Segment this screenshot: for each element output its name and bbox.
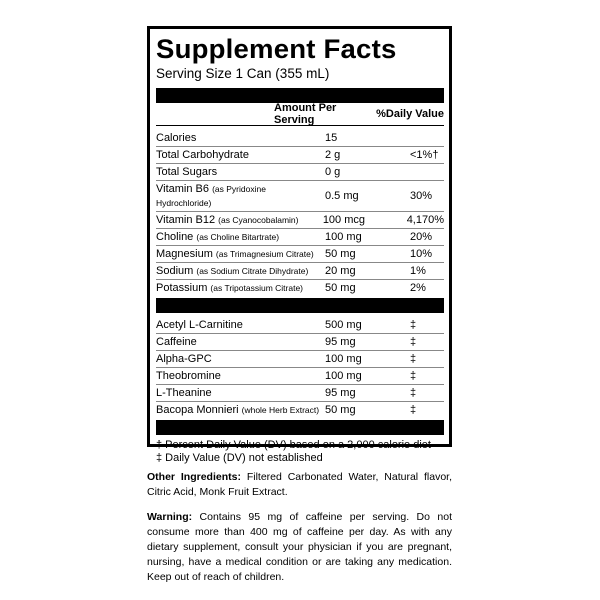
ingredient-label: Total Sugars xyxy=(156,166,218,178)
daily-value: ‡ xyxy=(410,319,417,331)
footnote-double-dagger: ‡ Daily Value (DV) not established xyxy=(156,452,323,464)
ingredient-source: (whole Herb Extract) xyxy=(241,405,320,415)
ingredient-name xyxy=(156,368,321,384)
ingredient-label: Calories xyxy=(156,132,197,144)
nutrient-row xyxy=(156,130,444,147)
amount-per-serving: 2 g xyxy=(325,149,341,161)
other-ingredient-row xyxy=(156,402,444,418)
header-amount: Amount Per Serving xyxy=(274,102,337,126)
other-ingredient-row xyxy=(156,317,444,334)
ingredient-label: Sodium xyxy=(156,265,194,277)
amount-per-serving: 500 mg xyxy=(325,319,362,331)
ingredient-label: Total Carbohydrate xyxy=(156,149,249,161)
nutrient-row xyxy=(156,229,444,246)
amount-per-serving: 95 mg xyxy=(325,387,356,399)
panel-title: Supplement Facts xyxy=(156,34,397,64)
ingredient-name xyxy=(156,351,321,367)
nutrient-row xyxy=(156,246,444,263)
warning-text: Contains 95 mg of caffeine per serving. Do not consume more than 400 mg of caffeine per day. As with any dietary supplement, consult your physician if you are pregnant, nursing, have a medical condition or are taking any medication. Keep out of reach of children. xyxy=(147,511,452,583)
ingredient-label: Magnesium xyxy=(156,248,213,260)
ingredient-name xyxy=(156,147,321,163)
other-ingredients-text: Filtered Carbonated Water, Natural flavor, Citric Acid, Monk Fruit Extract. xyxy=(147,471,452,498)
ingredient-name xyxy=(156,212,319,228)
amount-per-serving: 100 mg xyxy=(325,370,362,382)
ingredient-source: (as Pyridoxine Hydrochloride) xyxy=(156,184,266,208)
daily-value: ‡ xyxy=(410,404,417,416)
nutrient-table xyxy=(156,130,444,296)
ingredient-label: Theobromine xyxy=(156,370,221,382)
amount-per-serving: 50 mg xyxy=(325,404,356,416)
daily-value: ‡ xyxy=(410,336,417,348)
ingredient-name xyxy=(156,246,321,262)
daily-value: 30% xyxy=(410,190,433,202)
amount-per-serving: 0 g xyxy=(325,166,341,178)
header-daily-value: %Daily Value xyxy=(376,108,444,120)
other-ingredient-row xyxy=(156,385,444,402)
ingredient-name xyxy=(156,263,321,279)
amount-per-serving: 0.5 mg xyxy=(325,190,359,202)
amount-per-serving: 100 mg xyxy=(325,353,362,365)
other-ingredients-table xyxy=(156,317,444,418)
label-text-below xyxy=(147,470,452,595)
daily-value: ‡ xyxy=(410,387,417,399)
ingredient-name xyxy=(156,280,321,296)
daily-value: ‡ xyxy=(410,370,417,382)
amount-per-serving: 15 xyxy=(325,132,338,144)
amount-per-serving: 50 mg xyxy=(325,282,356,294)
other-ingredient-row xyxy=(156,334,444,351)
nutrient-row xyxy=(156,280,444,296)
nutrient-row xyxy=(156,181,444,212)
amount-per-serving: 20 mg xyxy=(325,265,356,277)
daily-value: 2% xyxy=(410,282,426,294)
daily-value: 20% xyxy=(410,231,433,243)
ingredient-source: (as Trimagnesium Citrate) xyxy=(215,249,314,259)
ingredient-name xyxy=(156,229,321,245)
other-ingredient-row xyxy=(156,351,444,368)
ingredient-source: (as Choline Bitartrate) xyxy=(196,232,280,242)
ingredient-name xyxy=(156,317,321,333)
amount-per-serving: 95 mg xyxy=(325,336,356,348)
other-ingredients-paragraph xyxy=(147,470,452,500)
warning-label: Warning: xyxy=(147,511,193,523)
ingredient-source: (as Tripotassium Citrate) xyxy=(210,283,304,293)
ingredient-name xyxy=(156,164,321,180)
warning-paragraph xyxy=(147,510,452,585)
amount-per-serving: 100 mg xyxy=(325,231,362,243)
ingredient-label: Alpha-GPC xyxy=(156,353,212,365)
ingredient-label: Acetyl L-Carnitine xyxy=(156,319,243,331)
nutrient-row xyxy=(156,147,444,164)
column-header xyxy=(156,103,444,126)
ingredient-name xyxy=(156,402,321,418)
ingredient-source: (as Cyanocobalamin) xyxy=(218,215,299,225)
footnote-dagger: † Percent Daily Value (DV) based on a 2,000 calorie diet xyxy=(156,439,431,451)
ingredient-name xyxy=(156,385,321,401)
ingredient-label: Choline xyxy=(156,231,194,243)
supplement-facts-panel xyxy=(147,26,452,464)
nutrient-row xyxy=(156,164,444,181)
footnotes xyxy=(156,439,444,465)
daily-value: 4,170% xyxy=(406,214,444,226)
daily-value: 1% xyxy=(410,265,426,277)
amount-per-serving: 50 mg xyxy=(325,248,356,260)
ingredient-name xyxy=(156,334,321,350)
thick-divider xyxy=(156,88,444,103)
ingredient-label: Caffeine xyxy=(156,336,197,348)
nutrient-row xyxy=(156,263,444,280)
daily-value: 10% xyxy=(410,248,433,260)
thick-divider xyxy=(156,298,444,313)
ingredient-name xyxy=(156,130,321,146)
ingredient-label: L-Theanine xyxy=(156,387,212,399)
other-ingredient-row xyxy=(156,368,444,385)
ingredient-name xyxy=(156,181,321,211)
nutrient-row xyxy=(156,212,444,229)
amount-per-serving: 100 mcg xyxy=(322,214,366,226)
ingredient-label: Potassium xyxy=(156,282,208,294)
other-ingredients-label: Other Ingredients: xyxy=(147,471,241,483)
daily-value: ‡ xyxy=(410,353,417,365)
daily-value: <1%† xyxy=(410,149,439,161)
ingredient-label: Bacopa Monnieri xyxy=(156,404,239,416)
ingredient-source: (as Sodium Citrate Dihydrate) xyxy=(196,266,309,276)
thick-divider xyxy=(156,420,444,435)
serving-size: Serving Size 1 Can (355 mL) xyxy=(156,66,330,81)
ingredient-label: Vitamin B6 xyxy=(156,183,209,195)
ingredient-label: Vitamin B12 xyxy=(156,214,216,226)
